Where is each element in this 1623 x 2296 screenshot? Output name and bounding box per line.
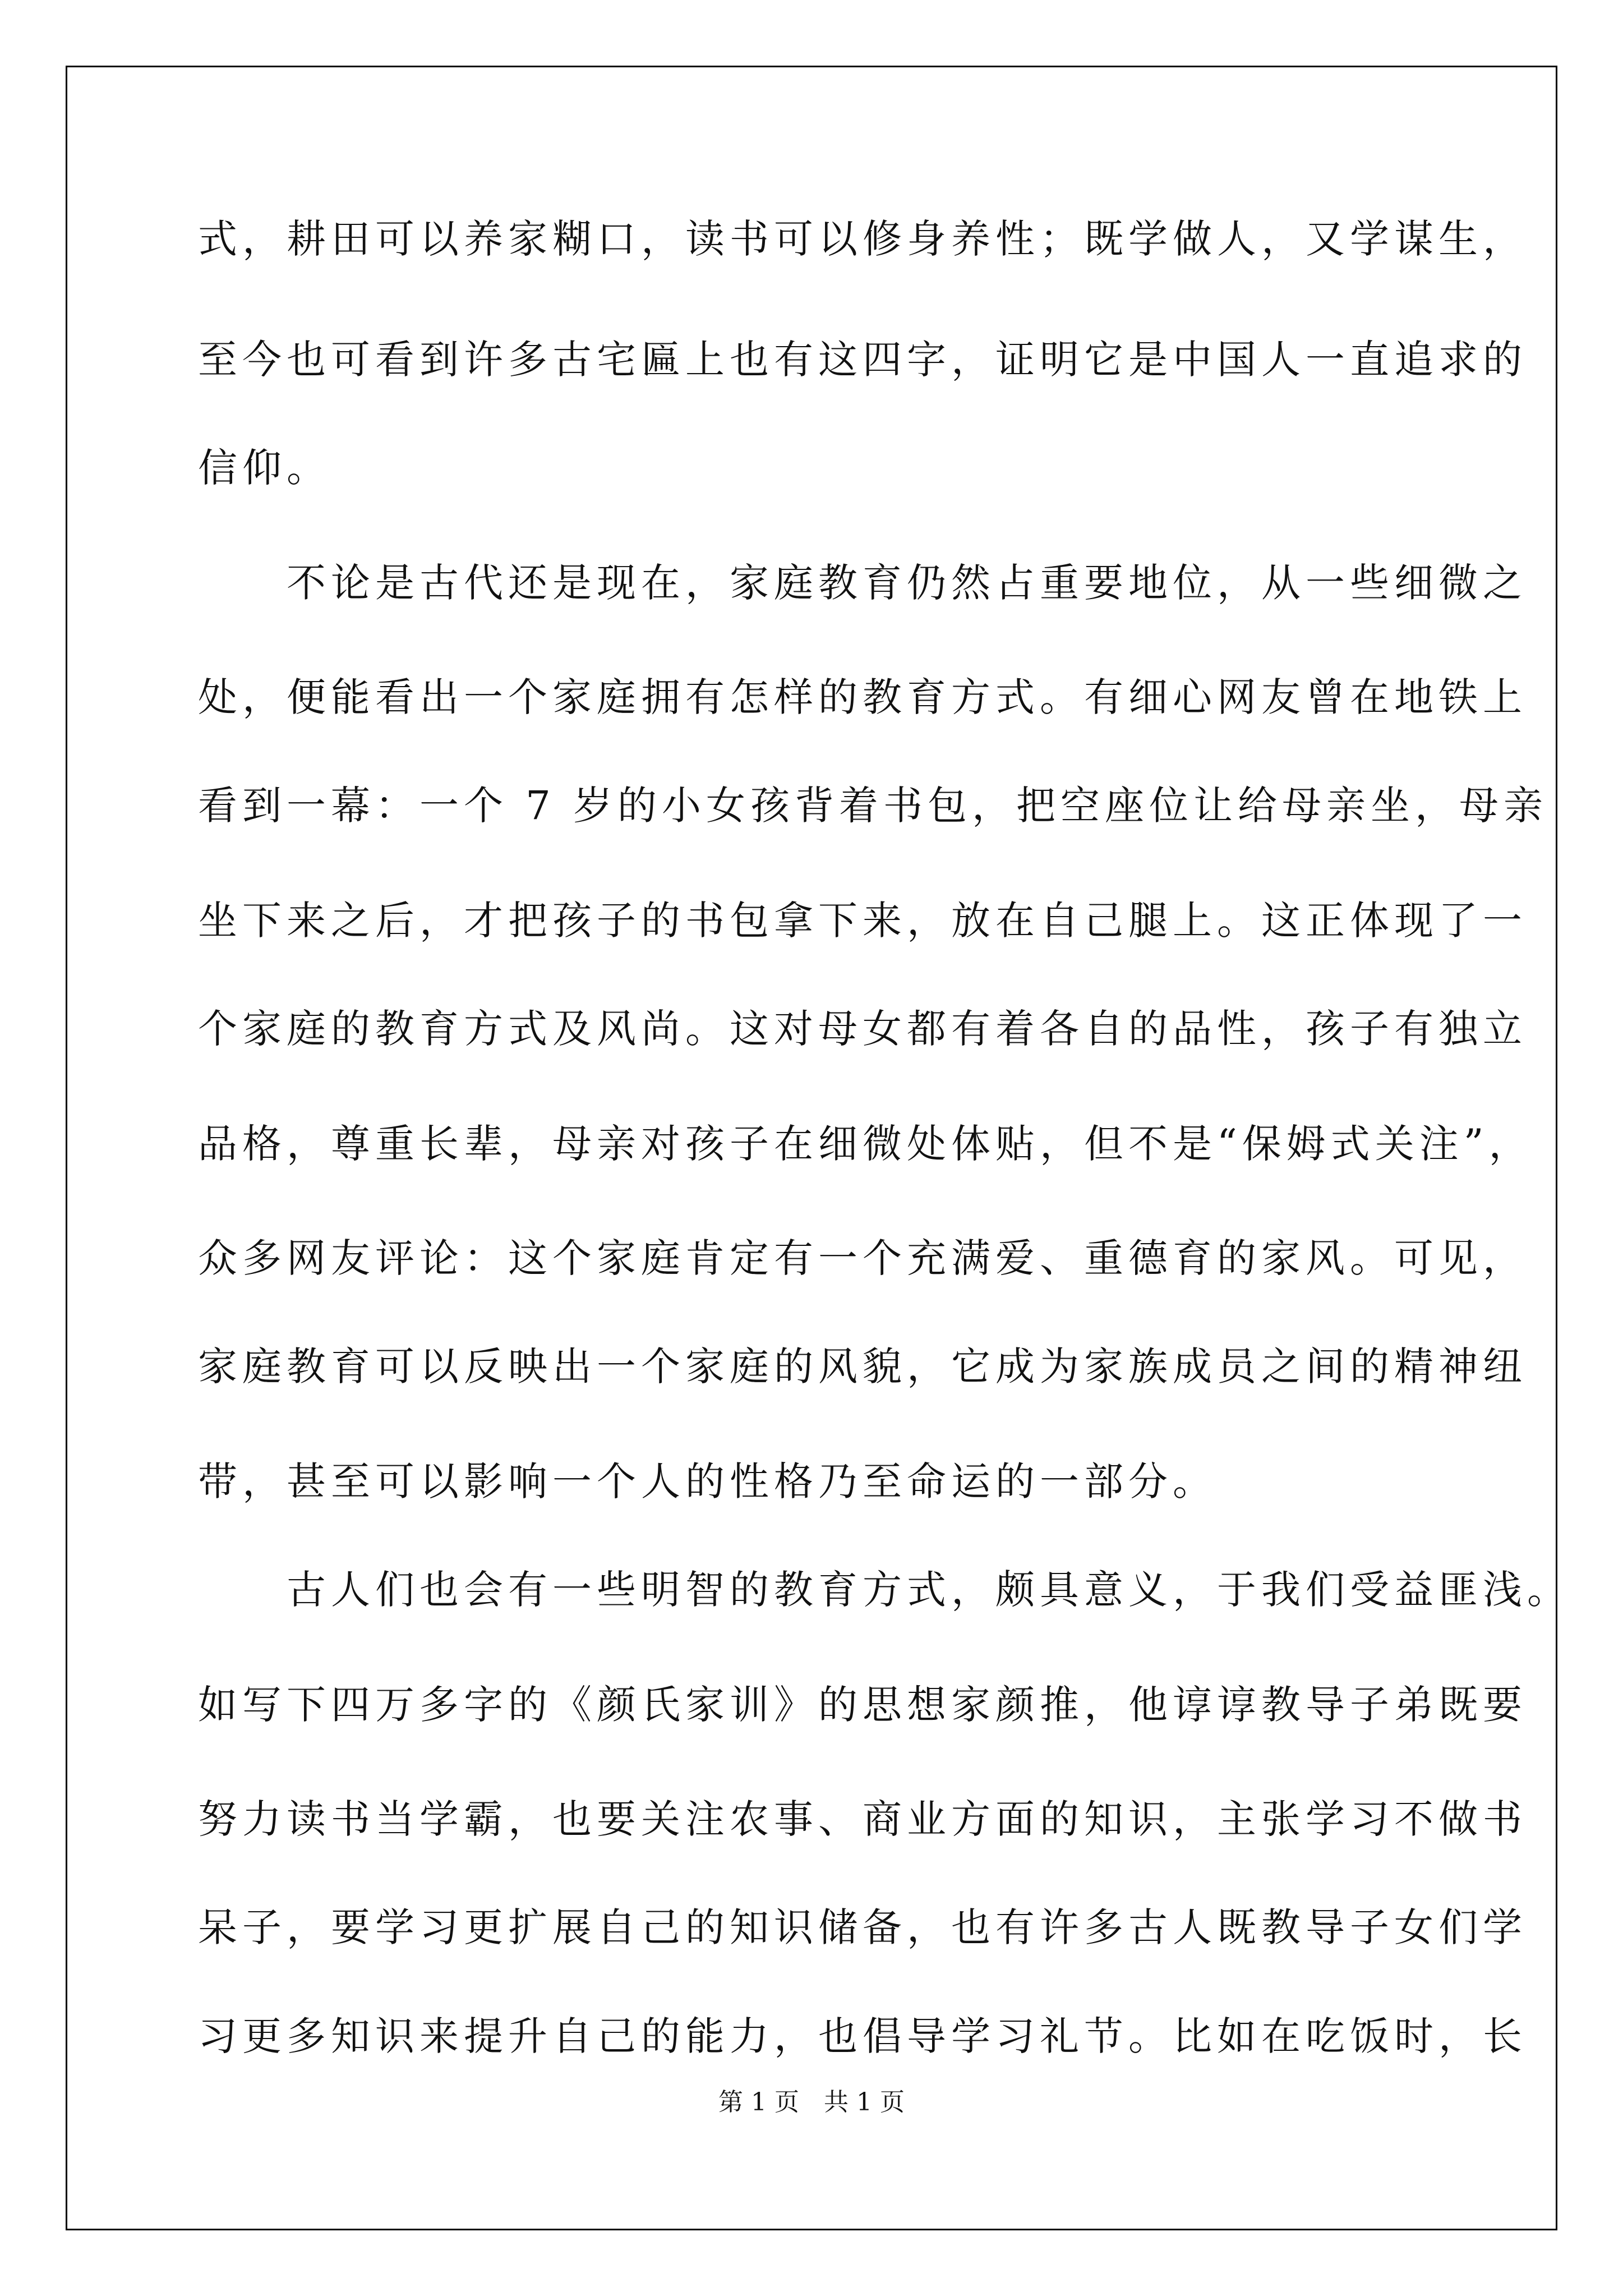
text-line: 努力读书当学霸，也要关注农事、商业方面的知识，主张学习不做书 — [198, 1796, 1527, 1842]
text-line: 坐下来之后，才把孩子的书包拿下来，放在自己腿上。这正体现了一 — [198, 898, 1527, 944]
text-line: 品格，尊重长辈，母亲对孩子在细微处体贴，但不是“保姆式关注”， — [198, 1121, 1533, 1167]
text-line: 信仰。 — [198, 445, 331, 491]
text-line: 看到一幕：一个 7 岁的小女孩背着书包，把空座位让给母亲坐，母亲 — [198, 783, 1548, 829]
text-line: 如写下四万多字的《颜氏家训》的思想家颜推，他谆谆教导子弟既要 — [198, 1682, 1527, 1728]
text-line: 众多网友评论：这个家庭肯定有一个充满爱、重德育的家风。可见， — [198, 1235, 1527, 1281]
text-line: 带，甚至可以影响一个人的性格乃至命运的一部分。 — [198, 1458, 1217, 1504]
text-line: 至今也可看到许多古宅匾上也有这四字，证明它是中国人一直追求的 — [198, 337, 1527, 383]
text-line: 处，便能看出一个家庭拥有怎样的教育方式。有细心网友曾在地铁上 — [198, 674, 1527, 720]
text-line: 习更多知识来提升自己的能力，也倡导学习礼节。比如在吃饭时，长 — [198, 2013, 1527, 2059]
text-line: 家庭教育可以反映出一个家庭的风貌，它成为家族成员之间的精神纽 — [198, 1343, 1527, 1389]
text-line: 不论是古代还是现在，家庭教育仍然占重要地位，从一些细微之 — [198, 560, 1527, 606]
text-line: 古人们也会有一些明智的教育方式，颇具意义，于我们受益匪浅。 — [198, 1567, 1571, 1613]
page-footer: 第 1 页 共 1 页 — [718, 2088, 905, 2116]
text-line: 式，耕田可以养家糊口，读书可以修身养性；既学做人，又学谋生， — [198, 216, 1527, 262]
text-line: 呆子，要学习更扩展自己的知识储备，也有许多古人既教导子女们学 — [198, 1904, 1527, 1950]
text-line: 个家庭的教育方式及风尚。这对母女都有着各自的品性，孩子有独立 — [198, 1006, 1527, 1052]
